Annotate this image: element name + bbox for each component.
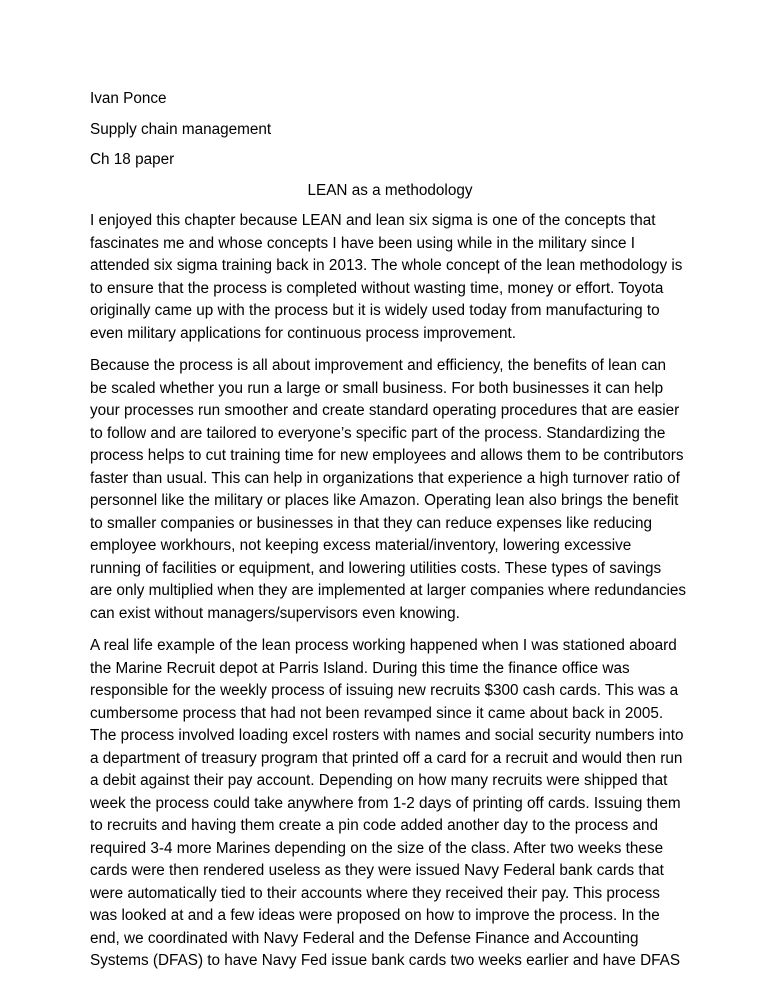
paragraph-line: A real life example of the lean process working happened when I was stationed aboard	[90, 637, 677, 654]
paragraph-line: end, we coordinated with Navy Federal and the Defense Finance and Accounting	[90, 929, 639, 947]
paragraph-line: week the process could take anywhere from 1-2 days of printing off cards. Issuing them	[90, 794, 681, 812]
paragraph-line: personnel like the military or places like Amazon. Operating lean also brings the benefit	[90, 492, 679, 509]
paragraph-1	[90, 210, 690, 345]
paragraph-line: were automatically tied to their accounts where they received their pay. This process	[90, 884, 660, 902]
paragraph-line: to smaller companies or businesses in that they can reduce expenses like reducing	[90, 514, 653, 532]
author-name: Ivan Ponce	[90, 90, 167, 107]
document-page	[90, 88, 690, 983]
paragraph-line: I enjoyed this chapter because LEAN and lean six sigma is one of the concepts that	[90, 212, 656, 229]
assignment-name: Ch 18 paper	[90, 151, 175, 168]
paragraph-line: be scaled whether you run a large or small business. For both businesses it can help	[90, 379, 664, 397]
paragraph-line: to ensure that the process is completed without wasting time, money or effort. Toyota	[90, 279, 664, 297]
paragraph-line: can exist without managers/supervisors even knowing.	[90, 604, 460, 622]
paragraph-line: process helps to cut training time for new employees and allows them to be contributors	[90, 447, 684, 464]
paragraph-line: The process involved loading excel rosters with names and social security numbers into	[90, 727, 684, 744]
paragraph-line: to follow and are tailored to everyone’s specific part of the process. Standardizing the	[90, 424, 666, 442]
paragraph-line: the Marine Recruit depot at Parris Island. During this time the finance office was	[90, 659, 630, 677]
paragraph-line: fascinates me and whose concepts I have been using while in the military since I	[90, 234, 636, 252]
paragraph-line: was looked at and a few ideas were proposed on how to improve the process. In the	[90, 907, 660, 924]
paragraph-2	[90, 355, 690, 625]
paragraph-line: are only multiplied when they are implemented at larger companies where redundancies	[90, 582, 687, 599]
paragraph-line: a debit against their pay account. Depending on how many recruits were shipped that	[90, 772, 668, 789]
paragraph-line: running of facilities or equipment, and lowering utilities costs. These types of savings	[90, 559, 662, 577]
paragraph-line: a department of treasury program that printed off a card for a recruit and would then run	[90, 749, 683, 767]
paragraph-line: responsible for the weekly process of issuing new recruits $300 cash cards. This was a	[90, 682, 679, 699]
paragraph-line: even military applications for continuous process improvement.	[90, 324, 516, 342]
paragraph-line: employee workhours, not keeping excess material/inventory, lowering excessive	[90, 537, 632, 554]
paragraph-line: Because the process is all about improvement and efficiency, the benefits of lean can	[90, 357, 666, 374]
paragraph-line: originally came up with the process but it is widely used today from manufacturing to	[90, 302, 660, 319]
course-name: Supply chain management	[90, 120, 272, 138]
paragraph-line: faster than usual. This can help in organizations that experience a high turnover ratio of	[90, 469, 680, 487]
paragraph-line: required 3-4 more Marines depending on the size of the class. After two weeks these	[90, 839, 664, 857]
paragraph-line: your processes run smoother and create standard operating procedures that are easier	[90, 402, 680, 419]
paragraph-line: Systems (DFAS) to have Navy Fed issue bank cards two weeks earlier and have DFAS	[90, 952, 681, 969]
paragraph-line: to recruits and having them create a pin code added another day to the process and	[90, 817, 659, 834]
paragraph-line: cards were then rendered useless as they were issued Navy Federal bank cards that	[90, 862, 664, 879]
paragraph-line: cumbersome process that had not been revamped since it came about back in 2005.	[90, 704, 664, 722]
paragraph-3	[90, 635, 690, 973]
paragraph-line: attended six sigma training back in 2013. The whole concept of the lean methodology is	[90, 257, 683, 274]
document-title: LEAN as a methodology	[307, 181, 473, 199]
